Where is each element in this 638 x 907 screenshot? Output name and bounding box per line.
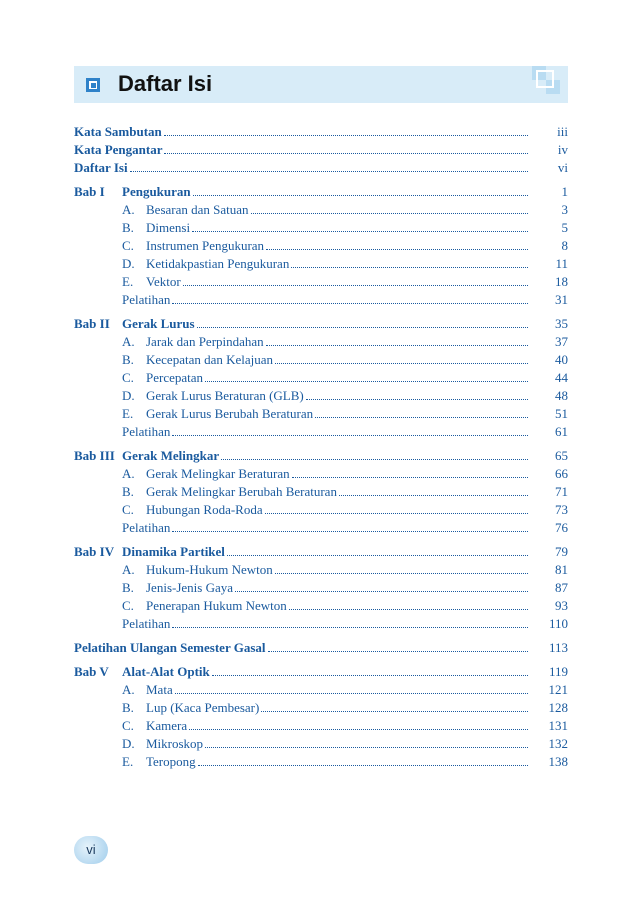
entry-page-number: 73: [555, 502, 568, 517]
entry-title: Pelatihan: [122, 424, 171, 439]
entry-page-number: 65: [555, 448, 568, 463]
entry-page-number: 51: [555, 406, 568, 421]
entry-page-number: 31: [555, 292, 568, 307]
dot-leader: [266, 334, 528, 346]
section-letter: E.: [122, 406, 134, 421]
entry-title: Percepatan: [146, 370, 204, 385]
dot-leader: [172, 520, 528, 532]
section-letter: B.: [122, 700, 134, 715]
chapter-label: Bab III: [74, 448, 115, 463]
page-number-badge: vi: [74, 836, 108, 864]
toc-entry[interactable]: [74, 141, 568, 159]
entry-page-number: 138: [548, 754, 568, 769]
dot-leader: [205, 736, 528, 748]
section-letter: A.: [122, 334, 135, 349]
toc-entry[interactable]: [74, 447, 568, 465]
entry-page-number: 66: [555, 466, 568, 481]
toc-entry[interactable]: [74, 237, 568, 255]
dot-leader: [227, 544, 528, 556]
dot-leader: [164, 124, 528, 136]
dot-leader: [212, 664, 528, 676]
entry-title: Jarak dan Perpindahan: [146, 334, 264, 349]
entry-page-number: 121: [548, 682, 568, 697]
dot-leader: [183, 274, 528, 286]
entry-title: Gerak Melingkar: [122, 448, 220, 463]
dot-leader: [172, 616, 528, 628]
dot-leader: [266, 238, 528, 250]
entry-title: Gerak Melingkar Beraturan: [146, 466, 290, 481]
entry-title: Teropong: [146, 754, 196, 769]
entry-page-number: 37: [555, 334, 568, 349]
entry-page-number: 48: [555, 388, 568, 403]
section-letter: C.: [122, 718, 134, 733]
toc-entry[interactable]: [74, 405, 568, 423]
section-letter: D.: [122, 736, 135, 751]
toc-entry[interactable]: [74, 543, 568, 561]
toc-entry[interactable]: [74, 159, 568, 177]
toc-entry[interactable]: [74, 501, 568, 519]
entry-title: Pelatihan Ulangan Semester Gasal: [74, 640, 266, 655]
toc-entry[interactable]: [74, 717, 568, 735]
dot-leader: [315, 406, 528, 418]
entry-page-number: iii: [557, 124, 568, 139]
entry-page-number: 5: [561, 220, 568, 235]
chapter-label: Bab I: [74, 184, 105, 199]
entry-page-number: 18: [555, 274, 568, 289]
entry-page-number: 110: [548, 616, 568, 631]
entry-title: Hukum-Hukum Newton: [146, 562, 273, 577]
toc-entry[interactable]: [74, 597, 568, 615]
entry-page-number: 1: [561, 184, 568, 199]
toc-entry[interactable]: [74, 183, 568, 201]
dot-leader: [235, 580, 528, 592]
entry-page-number: 40: [555, 352, 568, 367]
section-letter: C.: [122, 598, 134, 613]
entry-title: Gerak Melingkar Berubah Beraturan: [146, 484, 337, 499]
entry-title: Mikroskop: [146, 736, 204, 751]
section-letter: C.: [122, 370, 134, 385]
toc-entry[interactable]: [74, 519, 568, 537]
entry-title: Gerak Lurus: [122, 316, 195, 331]
entry-title: Kecepatan dan Kelajuan: [146, 352, 274, 367]
dot-leader: [221, 448, 528, 460]
toc-entry[interactable]: [74, 291, 568, 309]
dot-leader: [205, 370, 528, 382]
toc-entry[interactable]: [74, 315, 568, 333]
square-bullet-icon: [86, 78, 100, 92]
entry-title: Kata Pengantar: [74, 142, 163, 157]
entry-title: Instrumen Pengukuran: [146, 238, 265, 253]
entry-page-number: 71: [555, 484, 568, 499]
entry-title: Mata: [146, 682, 173, 697]
toc-entry[interactable]: [74, 465, 568, 483]
toc-entry[interactable]: [74, 753, 568, 771]
section-letter: E.: [122, 754, 134, 769]
dot-leader: [275, 352, 528, 364]
section-letter: A.: [122, 466, 135, 481]
entry-title: Pelatihan: [122, 520, 171, 535]
toc-entry[interactable]: [74, 663, 568, 681]
entry-page-number: 35: [555, 316, 568, 331]
entry-page-number: 131: [548, 718, 568, 733]
dot-leader: [172, 292, 528, 304]
entry-page-number: 61: [555, 424, 568, 439]
section-letter: D.: [122, 388, 135, 403]
entry-title: Kamera: [146, 718, 188, 733]
dot-leader: [306, 388, 528, 400]
dot-leader: [291, 256, 528, 268]
entry-title: Alat-Alat Optik: [122, 664, 210, 679]
section-letter: D.: [122, 256, 135, 271]
section-letter: B.: [122, 220, 134, 235]
section-letter: C.: [122, 238, 134, 253]
toc-entry[interactable]: [74, 351, 568, 369]
dot-leader: [189, 718, 528, 730]
entry-title: Ketidakpastian Pengukuran: [146, 256, 290, 271]
entry-page-number: 81: [555, 562, 568, 577]
entry-title: Penerapan Hukum Newton: [146, 598, 287, 613]
dot-leader: [261, 700, 528, 712]
entry-page-number: 93: [555, 598, 568, 613]
entry-page-number: iv: [557, 142, 568, 157]
dot-leader: [265, 502, 528, 514]
dot-leader: [198, 754, 528, 766]
entry-title: Vektor: [146, 274, 181, 289]
toc-entry[interactable]: [74, 201, 568, 219]
dot-leader: [192, 220, 528, 232]
entry-page-number: 79: [555, 544, 568, 559]
toc-entry[interactable]: [74, 333, 568, 351]
toc-entry[interactable]: [74, 615, 568, 633]
chapter-label: Bab V: [74, 664, 109, 679]
entry-title: Hubungan Roda-Roda: [146, 502, 263, 517]
entry-title: Pengukuran: [122, 184, 191, 199]
entry-page-number: vi: [557, 160, 568, 175]
chapter-label: Bab II: [74, 316, 110, 331]
entry-page-number: 44: [555, 370, 568, 385]
page-title: Daftar Isi: [118, 71, 213, 96]
entry-page-number: 76: [555, 520, 568, 535]
section-letter: B.: [122, 580, 134, 595]
entry-page-number: 113: [548, 640, 568, 655]
dot-leader: [251, 202, 528, 214]
entry-title: Pelatihan: [122, 292, 171, 307]
entry-title: Lup (Kaca Pembesar): [146, 700, 260, 715]
toc-entry[interactable]: [74, 639, 568, 657]
section-letter: A.: [122, 562, 135, 577]
toc-entry[interactable]: [74, 579, 568, 597]
entry-page-number: 11: [555, 256, 568, 271]
section-letter: A.: [122, 202, 135, 217]
table-of-contents: [74, 123, 568, 771]
entry-title: Dinamika Partikel: [122, 544, 225, 559]
entry-title: Gerak Lurus Berubah Beraturan: [146, 406, 314, 421]
dot-leader: [197, 316, 528, 328]
entry-page-number: 119: [548, 664, 568, 679]
entry-title: Gerak Lurus Beraturan (GLB): [146, 388, 304, 403]
dot-leader: [164, 142, 528, 154]
section-letter: E.: [122, 274, 134, 289]
entry-title: Dimensi: [146, 220, 191, 235]
dot-leader: [172, 424, 528, 436]
entry-page-number: 8: [561, 238, 568, 253]
entry-title: Daftar Isi: [74, 160, 128, 175]
section-letter: B.: [122, 352, 134, 367]
dot-leader: [339, 484, 528, 496]
section-letter: A.: [122, 682, 135, 697]
toc-entry[interactable]: [74, 123, 568, 141]
entry-page-number: 132: [548, 736, 568, 751]
dot-leader: [275, 562, 528, 574]
toc-entry[interactable]: [74, 273, 568, 291]
toc-entry[interactable]: [74, 699, 568, 717]
entry-title: Besaran dan Satuan: [146, 202, 249, 217]
section-letter: B.: [122, 484, 134, 499]
toc-entry[interactable]: [74, 255, 568, 273]
corner-decoration-icon: [532, 66, 560, 94]
entry-title: Pelatihan: [122, 616, 171, 631]
section-header: [74, 66, 568, 103]
entry-title: Jenis-Jenis Gaya: [146, 580, 234, 595]
toc-entry[interactable]: [74, 483, 568, 501]
entry-title: Kata Sambutan: [74, 124, 162, 139]
toc-entry[interactable]: [74, 387, 568, 405]
toc-entry[interactable]: [74, 219, 568, 237]
section-letter: C.: [122, 502, 134, 517]
entry-page-number: 3: [561, 202, 568, 217]
entry-page-number: 128: [548, 700, 568, 715]
entry-page-number: 87: [555, 580, 568, 595]
chapter-label: Bab IV: [74, 544, 115, 559]
toc-entry[interactable]: [74, 369, 568, 387]
dot-leader: [292, 466, 528, 478]
toc-entry[interactable]: [74, 735, 568, 753]
toc-entry[interactable]: [74, 561, 568, 579]
toc-entry[interactable]: [74, 681, 568, 699]
dot-leader: [193, 184, 528, 196]
dot-leader: [175, 682, 528, 694]
dot-leader: [130, 160, 528, 172]
toc-entry[interactable]: [74, 423, 568, 441]
dot-leader: [289, 598, 528, 610]
dot-leader: [268, 640, 528, 652]
